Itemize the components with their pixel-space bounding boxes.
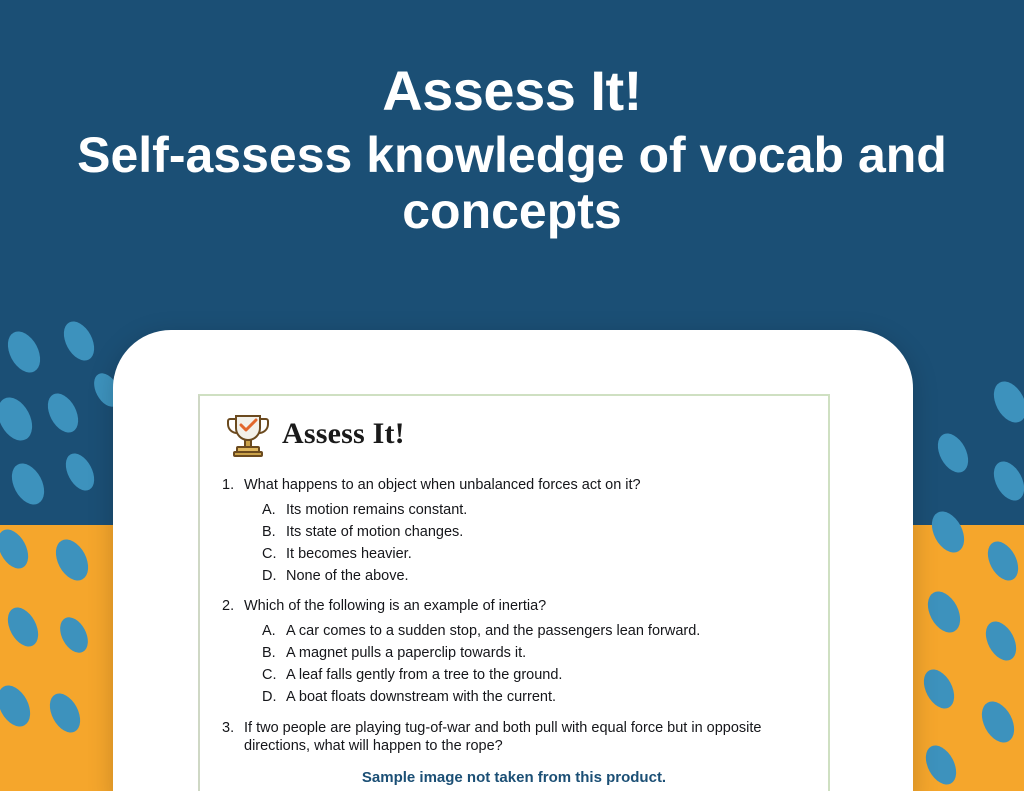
question-item: [218, 597, 810, 708]
choice-item: [218, 499, 810, 521]
choice-letter: C.: [262, 667, 277, 684]
question-number: 3.: [222, 719, 235, 736]
choice-letter: D.: [262, 568, 277, 585]
choice-text: A boat floats downstream with the current.: [286, 689, 556, 706]
choice-text: A car comes to a sudden stop, and the passengers lean forward.: [286, 623, 701, 640]
choice-letter: D.: [262, 689, 277, 706]
worksheet-header: [218, 410, 810, 458]
choice-letter: B.: [262, 524, 276, 541]
choice-item: [218, 664, 810, 686]
choice-letter: A.: [262, 623, 276, 640]
choice-list: [218, 499, 810, 587]
question-number: 2.: [222, 598, 235, 615]
choice-text: None of the above.: [286, 568, 409, 585]
question-text: Which of the following is an example of inertia?: [244, 598, 547, 615]
question-item: [218, 719, 810, 755]
choice-letter: C.: [262, 546, 277, 563]
choice-item: [218, 686, 810, 708]
question-text: What happens to an object when unbalanced forces act on it?: [244, 477, 641, 493]
title-block: [0, 59, 1024, 239]
choice-item: [218, 642, 810, 664]
page-subtitle: Self-assess knowledge of vocab and concepts: [77, 126, 947, 239]
tablet-mockup: [113, 330, 913, 791]
worksheet-page: [198, 394, 830, 791]
page-title: Assess It!: [382, 59, 642, 122]
choice-item: [218, 543, 810, 565]
choice-text: Its state of motion changes.: [286, 524, 464, 541]
choice-list: [218, 620, 810, 708]
question-number: 1.: [222, 477, 235, 493]
choice-text: A leaf falls gently from a tree to the ground.: [286, 667, 563, 684]
choice-item: [218, 620, 810, 642]
choice-letter: B.: [262, 645, 276, 662]
question-text: If two people are playing tug-of-war and both pull with equal force but in opposite directions, what will happen to the rope?: [244, 719, 762, 754]
worksheet-title: Assess It!: [282, 417, 405, 450]
choice-text: It becomes heavier.: [286, 546, 412, 563]
choice-item: [218, 565, 810, 587]
question-item: [218, 476, 810, 587]
sample-image-note: Sample image not taken from this product.: [361, 768, 667, 786]
choice-text: A magnet pulls a paperclip towards it.: [286, 645, 527, 662]
choice-letter: A.: [262, 502, 276, 519]
choice-item: [218, 521, 810, 543]
trophy-icon: [226, 410, 270, 458]
choice-text: Its motion remains constant.: [286, 502, 468, 519]
